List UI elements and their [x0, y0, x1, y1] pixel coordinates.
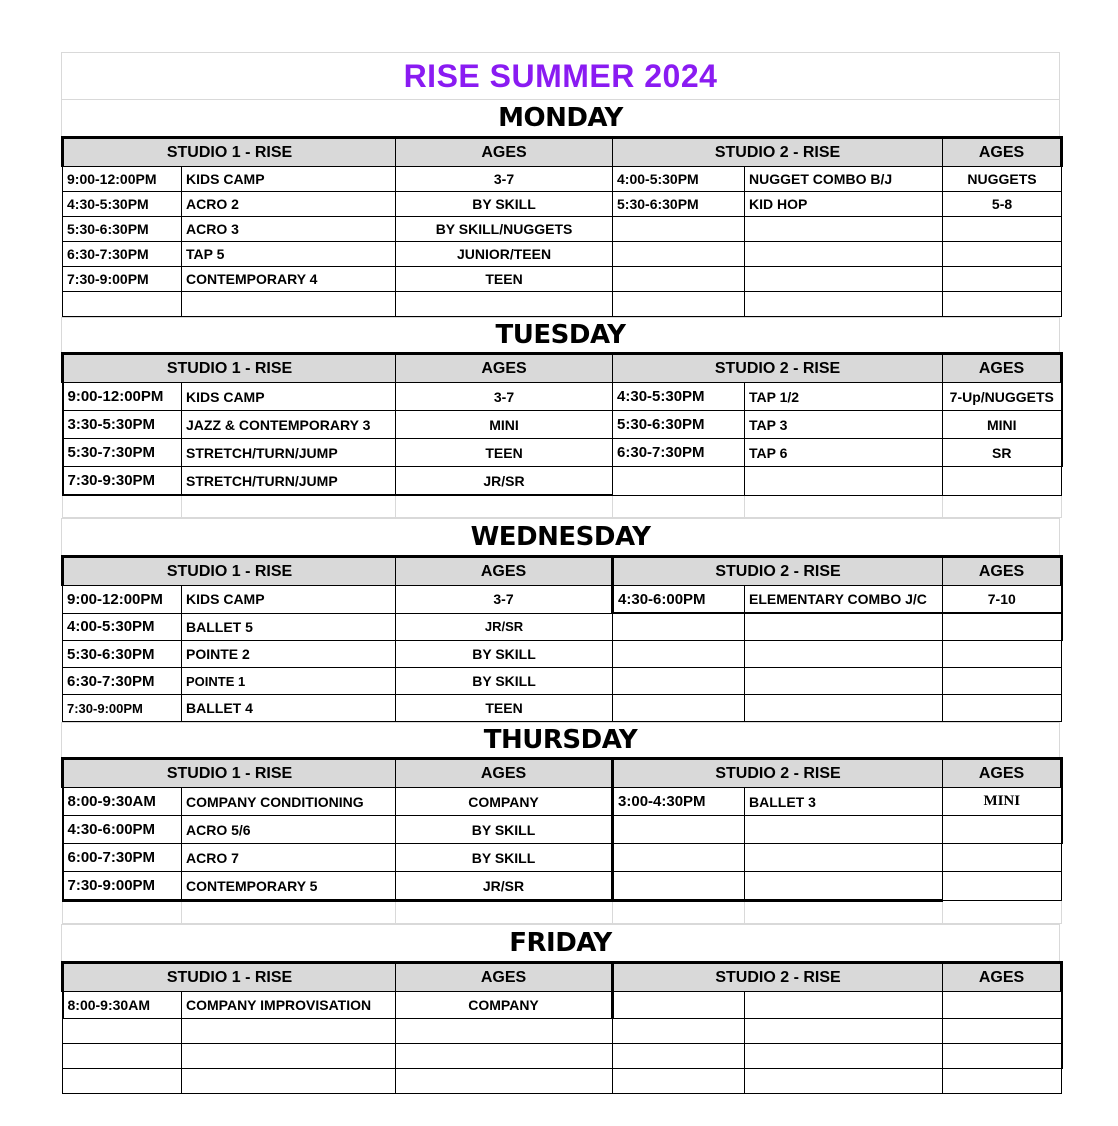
table-row — [63, 613, 1062, 641]
time-cell — [63, 1019, 182, 1044]
ages-cell — [943, 467, 1062, 496]
table-row — [63, 695, 1062, 722]
ages-cell — [396, 1019, 613, 1044]
class-cell — [745, 844, 943, 872]
header-ages: AGES — [396, 759, 613, 788]
class-cell: BALLET 3 — [745, 788, 943, 816]
class-cell — [745, 641, 943, 668]
time-cell: 5:30-6:30PM — [63, 217, 182, 242]
table-header — [63, 557, 1062, 586]
time-cell — [613, 641, 745, 668]
class-cell: JAZZ & CONTEMPORARY 3 — [182, 411, 396, 439]
class-cell — [745, 292, 943, 317]
class-cell: COMPANY CONDITIONING — [182, 788, 396, 816]
table-row — [63, 267, 1062, 292]
thursday-table — [61, 757, 1063, 924]
ages-cell: 7-Up/NUGGETS — [943, 383, 1062, 411]
ages-cell: TEEN — [396, 695, 613, 722]
table-row — [63, 1069, 1062, 1094]
time-cell: 7:30-9:30PM — [63, 467, 182, 496]
time-cell: 4:30-6:00PM — [613, 586, 745, 614]
time-cell — [63, 1044, 182, 1069]
ages-cell — [943, 267, 1062, 292]
header-ages: AGES — [396, 354, 613, 383]
class-cell — [745, 267, 943, 292]
class-cell — [182, 1019, 396, 1044]
table-row — [63, 192, 1062, 217]
header-studio2: STUDIO 2 - RISE — [613, 557, 943, 586]
header-studio1: STUDIO 1 - RISE — [63, 759, 396, 788]
time-cell: 4:00-5:30PM — [63, 613, 182, 641]
ages-cell: 3-7 — [396, 167, 613, 192]
class-cell — [745, 872, 943, 901]
table-row — [63, 167, 1062, 192]
time-cell: 5:30-7:30PM — [63, 439, 182, 467]
day-title: WEDNESDAY — [470, 522, 651, 552]
table-row — [63, 217, 1062, 242]
header-studio1: STUDIO 1 - RISE — [63, 557, 396, 586]
ages-cell — [396, 1069, 613, 1094]
class-cell — [745, 1044, 943, 1069]
header-studio2: STUDIO 2 - RISE — [613, 963, 943, 992]
time-cell: 5:30-6:30PM — [63, 641, 182, 668]
wednesday-table — [61, 555, 1063, 722]
time-cell — [613, 217, 745, 242]
table-row — [63, 439, 1062, 467]
ages-cell: BY SKILL — [396, 844, 613, 872]
ages-cell — [396, 1044, 613, 1069]
class-cell — [745, 695, 943, 722]
ages-cell — [943, 872, 1062, 901]
time-cell: 9:00-12:00PM — [63, 167, 182, 192]
ages-cell — [943, 292, 1062, 317]
class-cell — [745, 1069, 943, 1094]
time-cell — [613, 613, 745, 641]
ages-cell: BY SKILL — [396, 668, 613, 695]
class-cell: STRETCH/TURN/JUMP — [182, 439, 396, 467]
tuesday-table — [61, 352, 1063, 518]
ages-cell: BY SKILL/NUGGETS — [396, 217, 613, 242]
schedule-sheet — [61, 52, 1060, 1094]
time-cell: 9:00-12:00PM — [63, 383, 182, 411]
table-row — [63, 1019, 1062, 1044]
class-cell: TAP 5 — [182, 242, 396, 267]
ages-cell — [943, 242, 1062, 267]
time-cell: 8:00-9:30AM — [63, 992, 182, 1019]
day-row-tuesday — [61, 317, 1060, 352]
class-cell — [745, 242, 943, 267]
table-header — [63, 138, 1062, 167]
time-cell: 7:30-9:00PM — [63, 695, 182, 722]
title-row — [61, 52, 1060, 99]
header-studio1: STUDIO 1 - RISE — [63, 963, 396, 992]
ages-cell — [943, 668, 1062, 695]
header-studio2: STUDIO 2 - RISE — [613, 759, 943, 788]
ages-cell: COMPANY — [396, 992, 613, 1019]
day-title: MONDAY — [498, 103, 623, 133]
class-cell: TAP 1/2 — [745, 383, 943, 411]
time-cell — [613, 695, 745, 722]
class-cell — [745, 613, 943, 641]
class-cell: BALLET 5 — [182, 613, 396, 641]
table-row — [63, 242, 1062, 267]
table-row — [63, 292, 1062, 317]
day-row-thursday — [61, 722, 1060, 757]
time-cell — [613, 1019, 745, 1044]
header-studio2: STUDIO 2 - RISE — [613, 354, 943, 383]
class-cell — [182, 1044, 396, 1069]
time-cell — [613, 872, 745, 901]
time-cell: 4:00-5:30PM — [613, 167, 745, 192]
class-cell: CONTEMPORARY 4 — [182, 267, 396, 292]
ages-cell — [943, 844, 1062, 872]
header-ages: AGES — [943, 759, 1062, 788]
ages-cell: 5-8 — [943, 192, 1062, 217]
class-cell — [182, 292, 396, 317]
table-row — [63, 992, 1062, 1019]
time-cell: 6:00-7:30PM — [63, 844, 182, 872]
table-row — [63, 788, 1062, 816]
header-ages: AGES — [943, 354, 1062, 383]
time-cell — [63, 292, 182, 317]
ages-cell — [943, 816, 1062, 844]
time-cell: 5:30-6:30PM — [613, 192, 745, 217]
table-row — [63, 586, 1062, 614]
day-title: THURSDAY — [483, 725, 638, 755]
time-cell — [613, 292, 745, 317]
class-cell: KID HOP — [745, 192, 943, 217]
ages-cell: 3-7 — [396, 586, 613, 614]
ages-cell: NUGGETS — [943, 167, 1062, 192]
header-studio1: STUDIO 1 - RISE — [63, 354, 396, 383]
day-title: TUESDAY — [495, 320, 626, 350]
ages-cell: MINI — [396, 411, 613, 439]
time-cell: 8:00-9:30AM — [63, 788, 182, 816]
time-cell: 6:30-7:30PM — [63, 242, 182, 267]
page-title: RISE SUMMER 2024 — [403, 57, 718, 94]
time-cell — [613, 1069, 745, 1094]
ages-cell: 7-10 — [943, 586, 1062, 614]
ages-cell: JUNIOR/TEEN — [396, 242, 613, 267]
header-ages: AGES — [943, 557, 1062, 586]
ages-cell: JR/SR — [396, 872, 613, 901]
header-ages: AGES — [943, 138, 1062, 167]
class-cell: STRETCH/TURN/JUMP — [182, 467, 396, 496]
class-cell: KIDS CAMP — [182, 586, 396, 614]
ages-cell: MINI — [943, 411, 1062, 439]
ages-cell: JR/SR — [396, 467, 613, 496]
class-cell: NUGGET COMBO B/J — [745, 167, 943, 192]
header-ages: AGES — [396, 557, 613, 586]
day-row-wednesday — [61, 518, 1060, 555]
spacer-row — [63, 901, 1062, 924]
day-title: FRIDAY — [509, 928, 612, 958]
ages-cell: BY SKILL — [396, 641, 613, 668]
time-cell — [613, 668, 745, 695]
ages-cell — [943, 1019, 1062, 1044]
time-cell — [613, 992, 745, 1019]
table-row — [63, 816, 1062, 844]
table-row — [63, 641, 1062, 668]
ages-cell: COMPANY — [396, 788, 613, 816]
table-row — [63, 467, 1062, 496]
class-cell — [745, 816, 943, 844]
ages-cell — [943, 641, 1062, 668]
header-studio1: STUDIO 1 - RISE — [63, 138, 396, 167]
table-row — [63, 844, 1062, 872]
class-cell: CONTEMPORARY 5 — [182, 872, 396, 901]
table-row — [63, 383, 1062, 411]
table-header — [63, 354, 1062, 383]
class-cell: ACRO 3 — [182, 217, 396, 242]
class-cell: KIDS CAMP — [182, 167, 396, 192]
class-cell — [182, 1069, 396, 1094]
friday-table — [61, 961, 1063, 1094]
class-cell: ACRO 5/6 — [182, 816, 396, 844]
spacer-row — [63, 495, 1062, 518]
ages-cell: BY SKILL — [396, 192, 613, 217]
time-cell: 6:30-7:30PM — [63, 668, 182, 695]
ages-cell: TEEN — [396, 267, 613, 292]
table-header — [63, 759, 1062, 788]
time-cell: 5:30-6:30PM — [613, 411, 745, 439]
class-cell — [745, 217, 943, 242]
time-cell: 4:30-6:00PM — [63, 816, 182, 844]
time-cell — [613, 844, 745, 872]
table-row — [63, 668, 1062, 695]
class-cell: POINTE 1 — [182, 668, 396, 695]
time-cell: 7:30-9:00PM — [63, 267, 182, 292]
table-row — [63, 411, 1062, 439]
time-cell — [613, 267, 745, 292]
ages-cell: TEEN — [396, 439, 613, 467]
class-cell: ACRO 7 — [182, 844, 396, 872]
class-cell: BALLET 4 — [182, 695, 396, 722]
time-cell — [613, 1044, 745, 1069]
class-cell — [745, 668, 943, 695]
ages-cell: SR — [943, 439, 1062, 467]
ages-cell: JR/SR — [396, 613, 613, 641]
time-cell: 3:00-4:30PM — [613, 788, 745, 816]
table-row — [63, 872, 1062, 901]
monday-table — [61, 136, 1063, 317]
table-header — [63, 963, 1062, 992]
ages-cell — [943, 613, 1062, 641]
time-cell: 4:30-5:30PM — [613, 383, 745, 411]
ages-cell: BY SKILL — [396, 816, 613, 844]
time-cell: 4:30-5:30PM — [63, 192, 182, 217]
class-cell: TAP 6 — [745, 439, 943, 467]
day-row-friday — [61, 924, 1060, 961]
time-cell — [613, 242, 745, 267]
class-cell — [745, 992, 943, 1019]
time-cell: 3:30-5:30PM — [63, 411, 182, 439]
time-cell: 9:00-12:00PM — [63, 586, 182, 614]
time-cell — [63, 1069, 182, 1094]
ages-cell — [943, 1069, 1062, 1094]
time-cell: 7:30-9:00PM — [63, 872, 182, 901]
class-cell — [745, 1019, 943, 1044]
table-row — [63, 1044, 1062, 1069]
class-cell — [745, 467, 943, 496]
day-row-monday — [61, 99, 1060, 136]
ages-cell: 3-7 — [396, 383, 613, 411]
ages-cell — [943, 695, 1062, 722]
ages-cell — [943, 217, 1062, 242]
header-ages: AGES — [943, 963, 1062, 992]
ages-cell: MINI — [943, 788, 1062, 816]
class-cell: COMPANY IMPROVISATION — [182, 992, 396, 1019]
time-cell — [613, 467, 745, 496]
ages-cell — [943, 1044, 1062, 1069]
class-cell: POINTE 2 — [182, 641, 396, 668]
class-cell: TAP 3 — [745, 411, 943, 439]
class-cell: ELEMENTARY COMBO J/C — [745, 586, 943, 614]
header-ages: AGES — [396, 138, 613, 167]
header-studio2: STUDIO 2 - RISE — [613, 138, 943, 167]
header-ages: AGES — [396, 963, 613, 992]
time-cell: 6:30-7:30PM — [613, 439, 745, 467]
time-cell — [613, 816, 745, 844]
ages-cell — [396, 292, 613, 317]
class-cell: ACRO 2 — [182, 192, 396, 217]
ages-cell — [943, 992, 1062, 1019]
class-cell: KIDS CAMP — [182, 383, 396, 411]
